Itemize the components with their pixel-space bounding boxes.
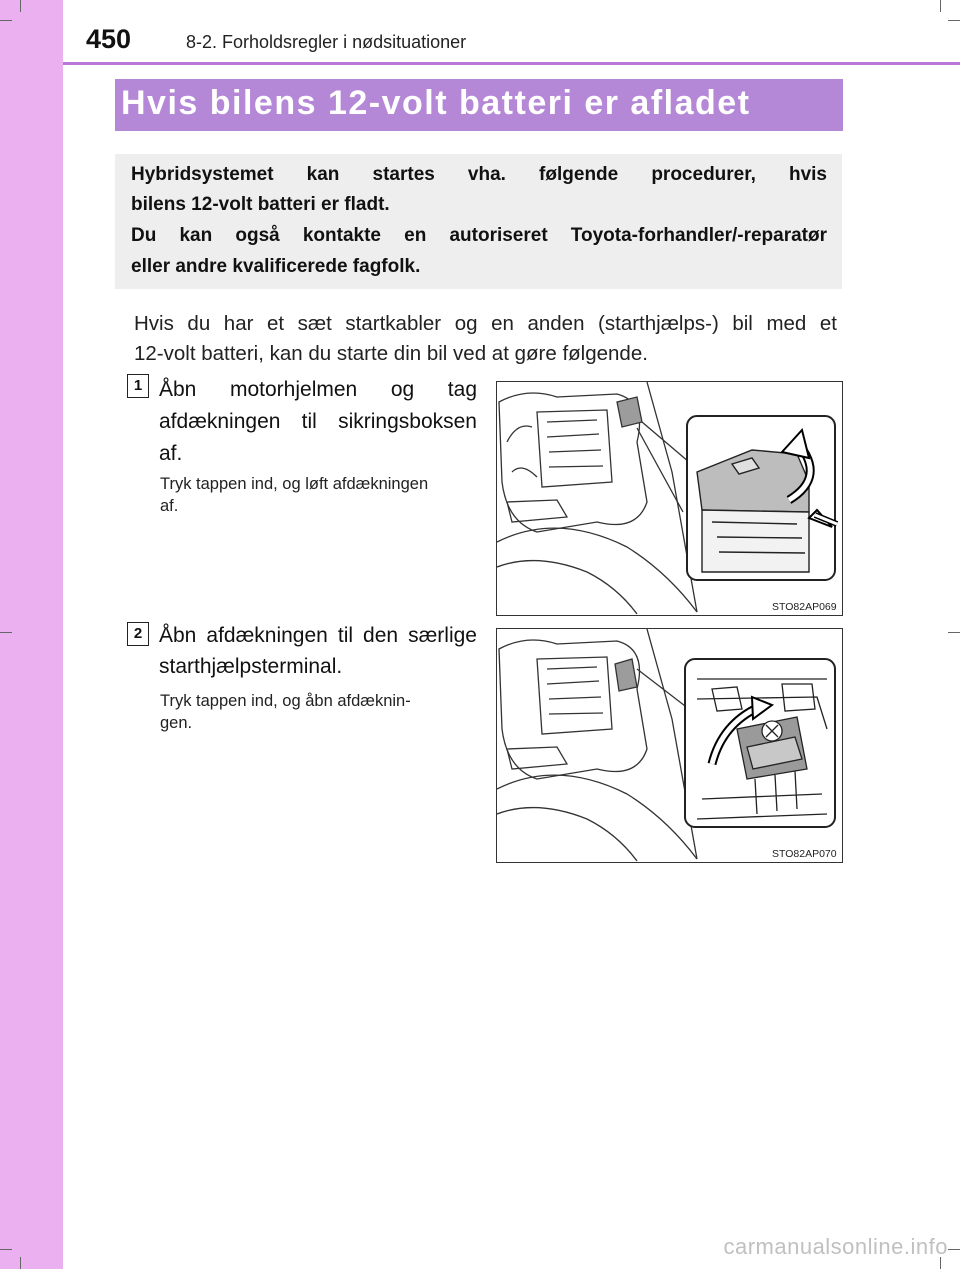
crop-mark <box>948 20 960 21</box>
step-text-line: Åbn motorhjelmen og tag <box>159 378 477 401</box>
intro-line: bilens 12-volt batteri er fladt. <box>131 194 390 215</box>
step-note-line: Tryk tappen ind, og åbn afdæknin- <box>160 692 411 710</box>
step-text-line: af. <box>159 442 183 465</box>
step-note-line: gen. <box>160 714 193 732</box>
intro-line: Hybridsystemet kan startes vha. følgende procedurer, hvis <box>131 164 827 185</box>
step-text-line: starthjælpsterminal. <box>159 655 343 678</box>
page-number: 450 <box>86 24 132 54</box>
crop-mark <box>0 20 12 21</box>
step-text-line: afdækningen til sikringsboksen <box>159 410 477 433</box>
figure-fuse-box-cover <box>496 381 843 616</box>
crop-mark <box>20 0 21 12</box>
step-note-line: af. <box>160 497 179 515</box>
crop-mark <box>940 0 941 12</box>
left-margin-band <box>0 0 63 1269</box>
crop-mark <box>0 1249 12 1250</box>
engine-bay-illustration <box>497 382 842 615</box>
watermark: carmanualsonline.info <box>723 1234 948 1259</box>
figure-code: STO82AP070 <box>772 848 837 860</box>
step-number-badge: 1 <box>127 374 149 398</box>
body-line: 12-volt batteri, kan du starte din bil ved at gøre følgende. <box>134 342 648 365</box>
intro-line: Du kan også kontakte en autoriseret Toyota-forhandler/-reparatør <box>131 225 827 246</box>
section-header: 8-2. Forholdsregler i nødsituationer <box>186 32 467 52</box>
figure-code: STO82AP069 <box>772 601 837 613</box>
crop-mark <box>948 632 960 633</box>
body-line: Hvis du har et sæt startkabler og en anden (starthjælps-) bil med et <box>134 312 837 335</box>
step-text-line: Åbn afdækningen til den særlige <box>159 624 477 647</box>
engine-bay-illustration <box>497 629 842 862</box>
step-note-line: Tryk tappen ind, og løft afdækningen <box>160 475 429 493</box>
figure-jump-start-terminal <box>496 628 843 863</box>
intro-line: eller andre kvalificerede fagfolk. <box>131 256 421 277</box>
page-title: Hvis bilens 12-volt batteri er afladet <box>121 84 751 122</box>
crop-mark <box>20 1257 21 1269</box>
crop-mark <box>0 632 12 633</box>
header-rule <box>63 62 960 65</box>
step-number-badge: 2 <box>127 622 149 646</box>
crop-mark <box>948 1249 960 1250</box>
